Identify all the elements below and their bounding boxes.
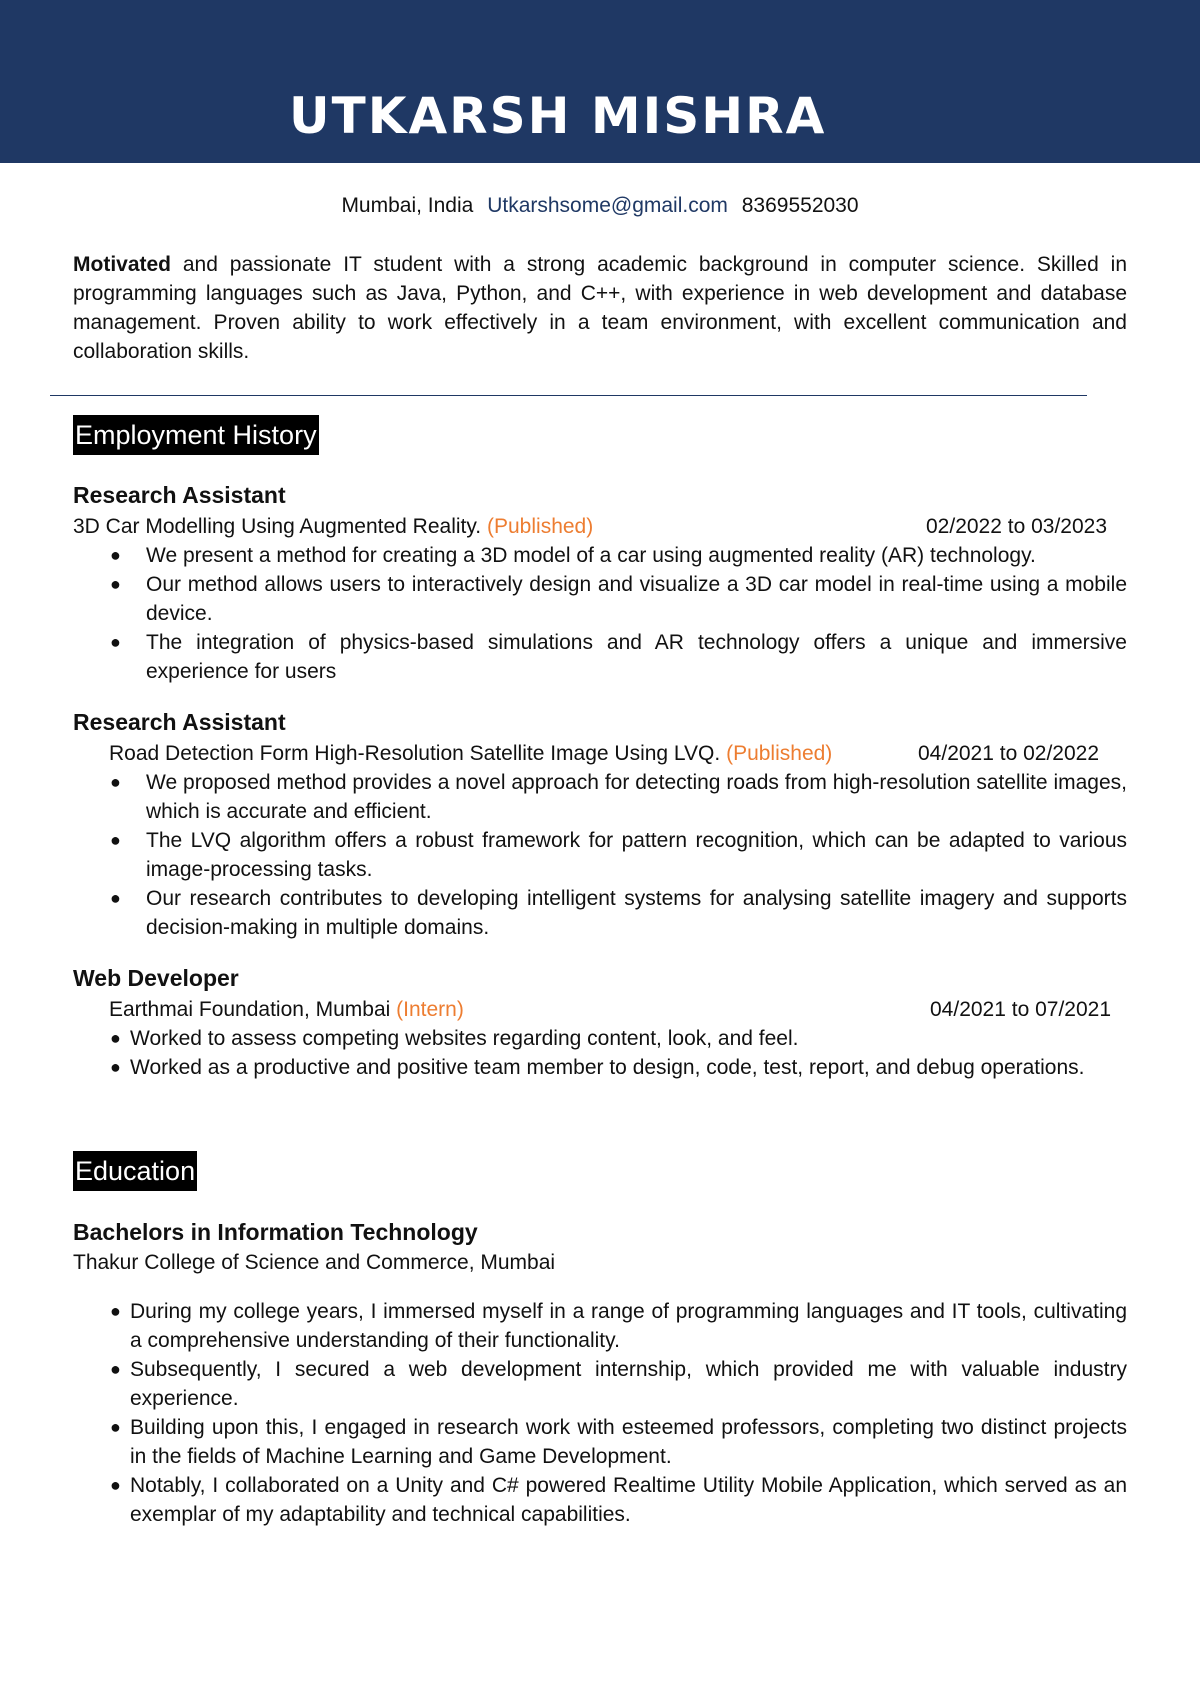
- intern-tag: (Intern): [396, 998, 464, 1021]
- job-dates: 04/2021 to 07/2021: [930, 998, 1112, 1021]
- education-heading: Education: [73, 1151, 197, 1191]
- list-item: ● The integration of physics-based simulations and AR technology offers a unique and immersive experience for users: [0, 628, 1127, 686]
- job-project-name: Road Detection Form High-Resolution Satellite Image Using LVQ.: [109, 742, 721, 765]
- bullet-icon: ●: [110, 1359, 121, 1379]
- list-item: ● We present a method for creating a 3D model of a car using augmented reality (AR) technology.: [0, 541, 1127, 570]
- bullet-icon: ●: [110, 1028, 121, 1048]
- job-project-name: 3D Car Modelling Using Augmented Reality.: [73, 515, 482, 538]
- published-tag: (Published): [726, 742, 833, 765]
- list-item: ● Worked as a productive and positive team member to design, code, test, report, and debug operations.: [0, 1053, 1127, 1082]
- list-item: ● Building upon this, I engaged in research work with esteemed professors, completing two distinct projects in the fields of Machine Learning and Game Development.: [0, 1413, 1127, 1471]
- bullet-icon: ●: [110, 888, 121, 908]
- job-bullets: [0, 768, 1200, 942]
- job-project: [73, 514, 593, 540]
- summary-lead: Motivated: [73, 253, 172, 276]
- summary-text: and passionate IT student with a strong academic background in computer science. Skilled in programming languages such as Java, Python, and C++, with experience in web development and database management. Proven ability to work effectively in a team environment, with excellent communication and collaboration skills.: [73, 253, 1127, 363]
- contact-line: [0, 193, 1200, 219]
- bullet-icon: ●: [110, 1301, 121, 1321]
- bullet-icon: ●: [110, 632, 121, 652]
- published-tag: (Published): [487, 515, 594, 538]
- job-project: [109, 997, 464, 1023]
- list-item: ● During my college years, I immersed myself in a range of programming languages and IT tools, cultivating a comprehensive understanding of their functionality.: [0, 1297, 1127, 1355]
- job-dates: 04/2021 to 02/2022: [918, 742, 1100, 765]
- list-item: ● Our method allows users to interactively design and visualize a 3D car model in real-time using a mobile device.: [0, 570, 1127, 628]
- job-title: Research Assistant: [73, 709, 286, 735]
- list-item: ● Notably, I collaborated on a Unity and C# powered Realtime Utility Mobile Application, which served as an exemplar of my adaptability and technical capabilities.: [0, 1471, 1127, 1529]
- degree-title: Bachelors in Information Technology: [73, 1219, 478, 1245]
- phone: 8369552030: [741, 194, 859, 217]
- bullet-icon: ●: [110, 1475, 121, 1495]
- bullet-icon: ●: [110, 574, 121, 594]
- job-bullets: [0, 1024, 1200, 1082]
- bullet-icon: ●: [110, 1057, 121, 1077]
- list-item: ● Worked to assess competing websites regarding content, look, and feel.: [0, 1024, 1127, 1053]
- bullet-icon: ●: [110, 545, 121, 565]
- location: Mumbai, India: [341, 194, 474, 217]
- list-item: ● Our research contributes to developing intelligent systems for analysing satellite imagery and supports decision-making in multiple domains.: [0, 884, 1127, 942]
- candidate-name: UTKARSH MISHRA: [289, 87, 827, 145]
- job-bullets: [0, 541, 1200, 686]
- job-dates: 02/2022 to 03/2023: [926, 515, 1108, 538]
- list-item: ● We proposed method provides a novel approach for detecting roads from high-resolution satellite images, which is accurate and efficient.: [0, 768, 1127, 826]
- job-project-name: Earthmai Foundation, Mumbai: [109, 998, 391, 1021]
- employment-heading: Employment History: [73, 415, 319, 455]
- profile-summary: [73, 250, 1127, 366]
- education-bullets: [0, 1297, 1200, 1529]
- job-project: [109, 741, 832, 767]
- school-name: Thakur College of Science and Commerce, Mumbai: [73, 1251, 556, 1274]
- bullet-icon: ●: [110, 830, 121, 850]
- list-item: ● Subsequently, I secured a web development internship, which provided me with valuable industry experience.: [0, 1355, 1127, 1413]
- bullet-icon: ●: [110, 1417, 121, 1437]
- email-link[interactable]: Utkarshsome@gmail.com: [487, 194, 728, 217]
- job-title: Web Developer: [73, 965, 239, 991]
- job-title: Research Assistant: [73, 482, 286, 508]
- bullet-icon: ●: [110, 772, 121, 792]
- section-divider: [50, 395, 1087, 396]
- list-item: ● The LVQ algorithm offers a robust framework for pattern recognition, which can be adapted to various image-processing tasks.: [0, 826, 1127, 884]
